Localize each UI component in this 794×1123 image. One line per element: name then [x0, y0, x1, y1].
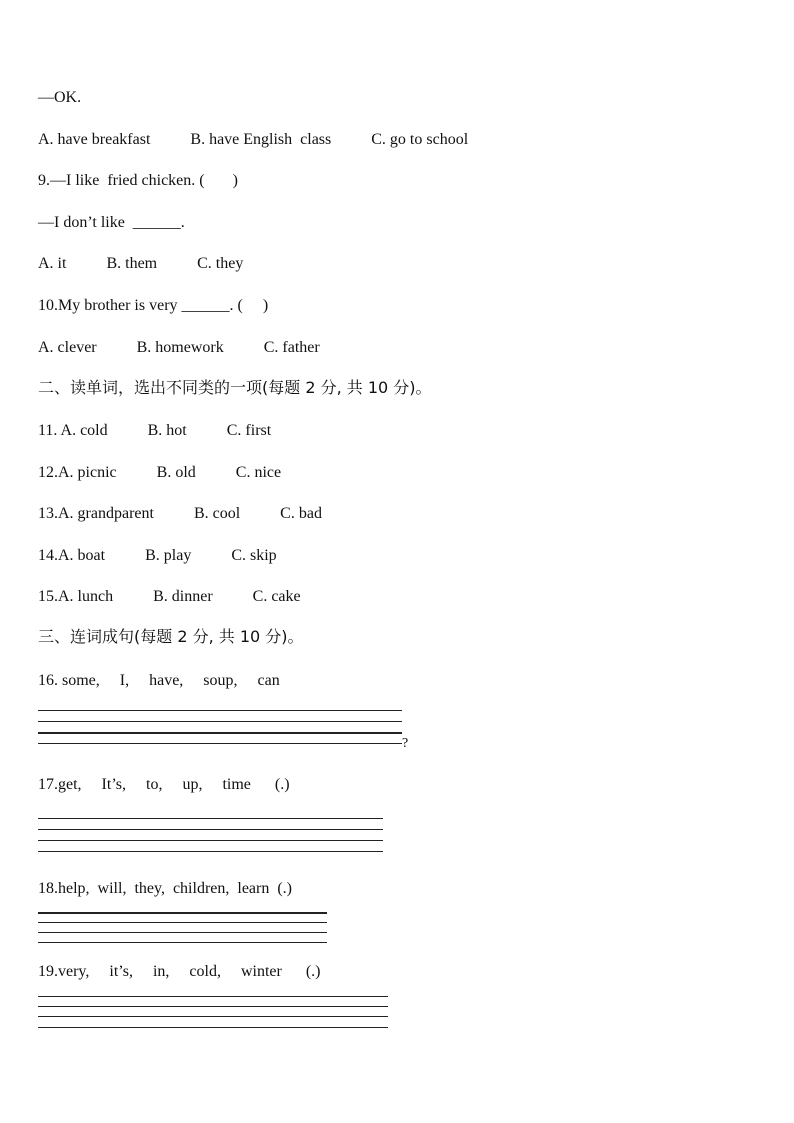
writing-line — [38, 1027, 388, 1028]
writing-line — [38, 996, 388, 997]
writing-line — [38, 1006, 388, 1007]
q16-words: 16. some, I, have, soup, can — [38, 672, 280, 689]
writing-line — [38, 851, 383, 852]
q10-options: A. clever B. homework C. father — [38, 339, 320, 356]
writing-line — [38, 710, 402, 711]
q9-question: 9.—I like fried chicken. ( ) — [38, 172, 238, 189]
writing-line — [38, 721, 402, 722]
writing-line — [38, 1016, 388, 1017]
q19-words: 19.very, it’s, in, cold, winter (.) — [38, 963, 321, 980]
writing-line — [38, 743, 402, 744]
q18-words: 18.help, will, they, children, learn (.) — [38, 880, 292, 897]
q9-options: A. it B. them C. they — [38, 255, 244, 272]
writing-line — [38, 829, 383, 830]
writing-line — [38, 942, 327, 943]
q11: 11. A. cold B. hot C. first — [38, 422, 272, 439]
writing-line — [38, 932, 327, 933]
section-2-heading: 二、读单词，选出不同类的一项(每题 2 分, 共 10 分)。 — [38, 378, 432, 397]
q14: 14.A. boat B. play C. skip — [38, 547, 277, 564]
section-3-heading: 三、连词成句(每题 2 分, 共 10 分)。 — [38, 627, 304, 646]
q12: 12.A. picnic B. old C. nice — [38, 464, 282, 481]
writing-line — [38, 818, 383, 819]
q16-end-mark: ? — [402, 736, 409, 751]
q10-question: 10.My brother is very ______. ( ) — [38, 297, 269, 314]
q17-words: 17.get, It’s, to, up, time (.) — [38, 776, 290, 793]
q13: 13.A. grandparent B. cool C. bad — [38, 505, 322, 522]
q15: 15.A. lunch B. dinner C. cake — [38, 588, 301, 605]
writing-line — [38, 840, 383, 841]
answer-ok: —OK. — [38, 89, 82, 106]
writing-line — [38, 732, 402, 734]
writing-line — [38, 912, 327, 914]
q8-options: A. have breakfast B. have English class C. go to school — [38, 131, 469, 148]
q9-answer-blank: —I don’t like ______. — [38, 214, 185, 231]
writing-line — [38, 922, 327, 923]
